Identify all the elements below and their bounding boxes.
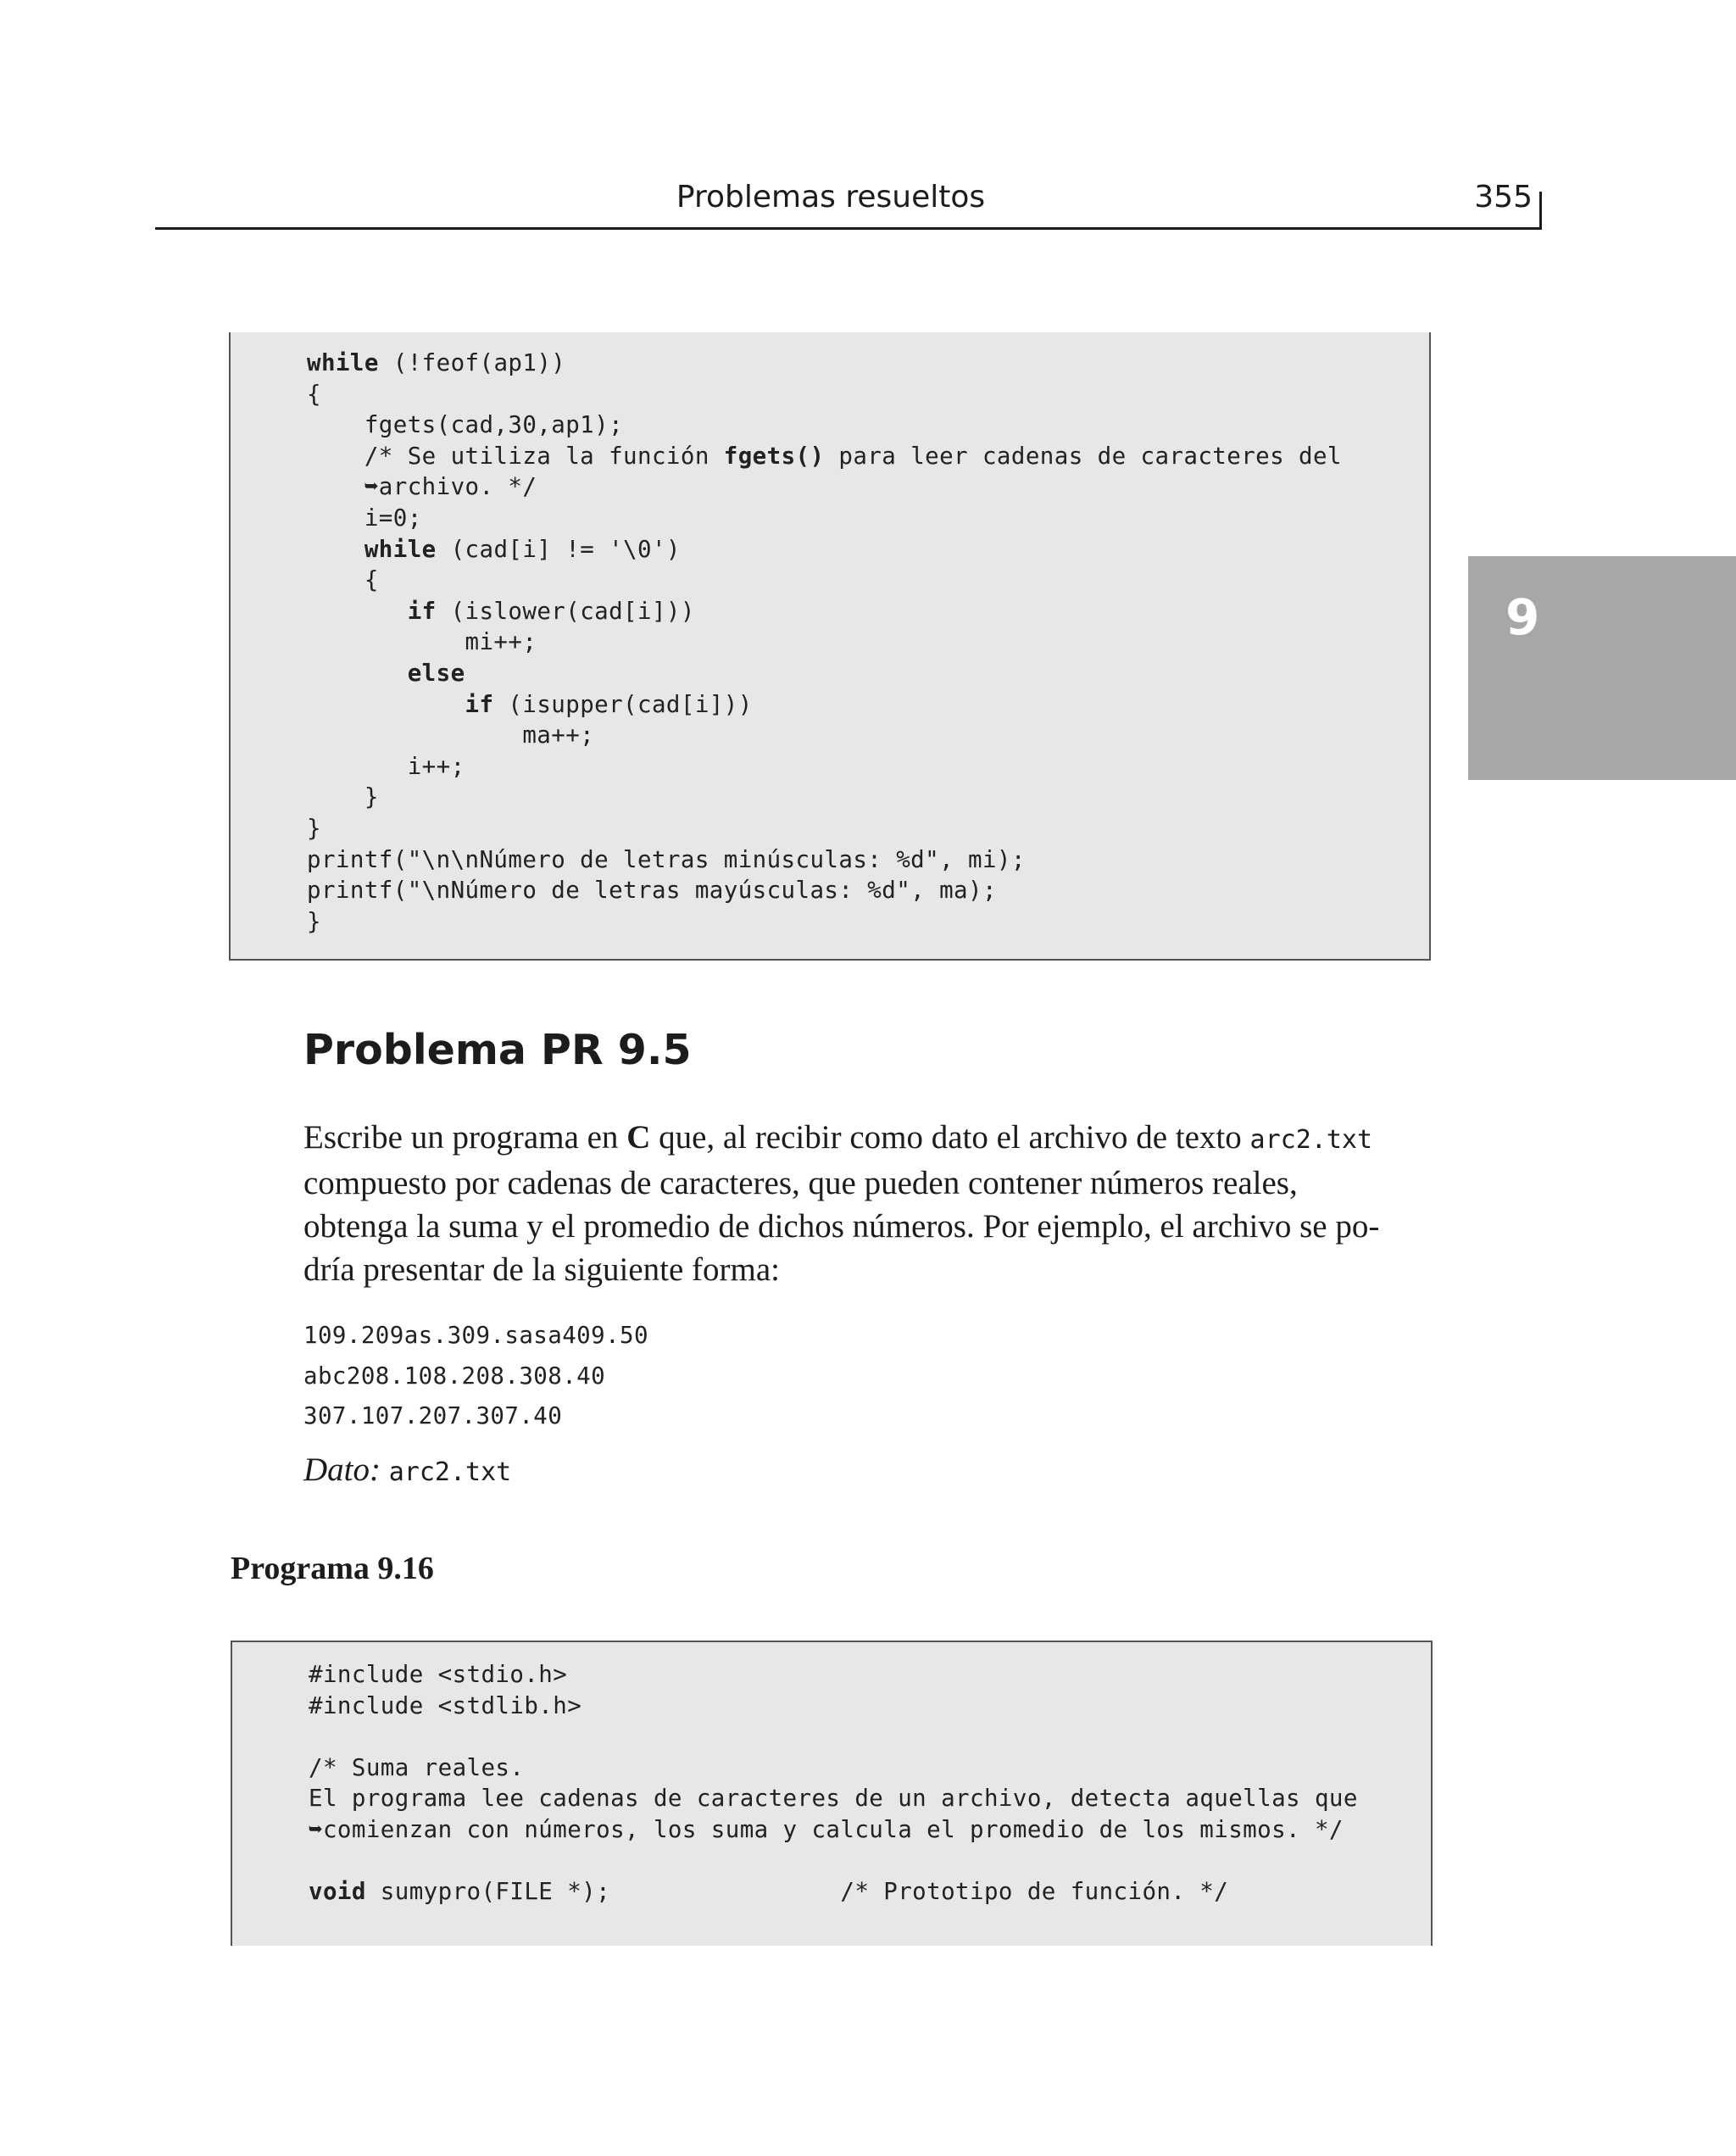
- code-text: i++;: [307, 752, 465, 780]
- code-line: [307, 503, 1342, 534]
- statement-text: que, al recibir como dato el archivo de texto: [650, 1119, 1250, 1156]
- code-text: printf("\nNúmero de letras mayúsculas: %d", ma);: [307, 877, 997, 905]
- statement-line-3: obtenga la suma y el promedio de dichos números. Por ejemplo, el archivo se po-: [303, 1208, 1380, 1245]
- code-line: [307, 627, 1342, 658]
- code-text: (cad[i] != '\0'): [436, 535, 681, 563]
- code-text: /* Se utiliza la función: [307, 442, 724, 470]
- code-line: [309, 1876, 1358, 1908]
- file-name: arc2.txt: [1249, 1125, 1373, 1155]
- code-listing-continued: [229, 332, 1431, 961]
- example-line: 109.209as.309.sasa409.50: [303, 1322, 648, 1349]
- running-head-title: Problemas resueltos: [676, 180, 986, 214]
- code-text: {: [307, 380, 321, 408]
- code-keyword: while: [307, 349, 379, 376]
- input-data-line: [303, 1451, 511, 1489]
- statement-text: Escribe un programa en: [303, 1119, 627, 1156]
- problem-statement: [303, 1116, 1435, 1291]
- code-keyword: if: [407, 597, 437, 625]
- code-line: [309, 1783, 1358, 1814]
- code-text: ➥archivo. */: [307, 473, 537, 501]
- program-heading: Programa 9.16: [231, 1551, 434, 1586]
- code-text: (!feof(ap1)): [378, 349, 566, 376]
- code-line: [309, 1659, 1358, 1691]
- code-text: #include <stdlib.h>: [309, 1691, 582, 1719]
- code-line: [307, 720, 1342, 751]
- code-text: /* Suma reales.: [309, 1753, 525, 1781]
- code-line: [307, 782, 1342, 813]
- code-text: [307, 536, 364, 563]
- code-listing-program: [231, 1641, 1433, 1946]
- code-text: ma++;: [307, 721, 595, 749]
- code-line: [307, 409, 1342, 441]
- code-keyword: void: [309, 1878, 366, 1906]
- header-rule-tick: [1539, 192, 1542, 230]
- code-line: [307, 813, 1342, 844]
- code-text: printf("\n\nNúmero de letras minúsculas: %d", mi);: [307, 845, 1026, 873]
- chapter-thumb-tab: [1468, 556, 1736, 780]
- code-text: (islower(cad[i])): [436, 597, 695, 625]
- code-text: para leer cadenas de caracteres del: [824, 442, 1342, 470]
- code-line: [307, 689, 1342, 721]
- code-keyword: while: [364, 535, 437, 563]
- header-rule: [155, 227, 1542, 230]
- example-file-contents: [303, 1316, 648, 1437]
- code-line: [307, 844, 1342, 876]
- code-line: [307, 348, 1342, 379]
- chapter-number: 9: [1505, 588, 1540, 646]
- code-lines: [309, 1659, 1358, 1908]
- code-keyword: if: [465, 690, 494, 718]
- code-text: {: [307, 566, 379, 594]
- page-number: 355: [1474, 180, 1533, 214]
- code-text: #include <stdio.h>: [309, 1661, 568, 1688]
- code-lines: [307, 348, 1342, 937]
- code-line: [307, 379, 1342, 410]
- code-text: [307, 660, 408, 687]
- code-line: [309, 1721, 1358, 1752]
- dato-label: Dato:: [303, 1451, 381, 1488]
- code-text: ➥comienzan con números, los suma y calcula el promedio de los mismos. */: [309, 1815, 1344, 1843]
- language-name: C: [626, 1119, 651, 1156]
- statement-line-1: [303, 1116, 1435, 1162]
- code-line: [309, 1814, 1358, 1846]
- code-text: sumypro(FILE *); /* Prototipo de función. */: [365, 1878, 1229, 1906]
- example-line: 307.107.207.307.40: [303, 1402, 563, 1429]
- code-keyword: else: [407, 659, 465, 687]
- code-line: [309, 1846, 1358, 1877]
- example-line: abc208.108.208.308.40: [303, 1362, 606, 1390]
- code-line: [307, 565, 1342, 596]
- code-text: }: [307, 907, 321, 935]
- code-text: fgets(cad,30,ap1);: [307, 411, 624, 439]
- code-text: }: [307, 783, 379, 811]
- code-line: [307, 906, 1342, 938]
- code-line: [307, 751, 1342, 783]
- code-text: El programa lee cadenas de caracteres de un archivo, detecta aquellas que: [309, 1785, 1358, 1813]
- problem-heading: Problema PR 9.5: [303, 1026, 692, 1074]
- code-text: i=0;: [307, 504, 422, 532]
- code-line: [307, 596, 1342, 627]
- code-line: [307, 875, 1342, 906]
- statement-line-2: compuesto por cadenas de caracteres, que pueden contener números reales,: [303, 1165, 1298, 1201]
- code-line: [307, 658, 1342, 689]
- code-line: [307, 534, 1342, 565]
- code-text: [307, 691, 465, 718]
- code-line: [307, 441, 1342, 472]
- code-text: (isupper(cad[i])): [493, 690, 753, 718]
- statement-line-4: dría presentar de la siguiente forma:: [303, 1251, 781, 1288]
- code-keyword: fgets(): [723, 442, 825, 470]
- code-line: [307, 471, 1342, 503]
- code-line: [309, 1691, 1358, 1722]
- code-text: [307, 598, 408, 625]
- code-text: mi++;: [307, 628, 537, 656]
- dato-value: arc2.txt: [388, 1457, 512, 1487]
- code-line: [309, 1752, 1358, 1784]
- code-text: }: [307, 814, 321, 842]
